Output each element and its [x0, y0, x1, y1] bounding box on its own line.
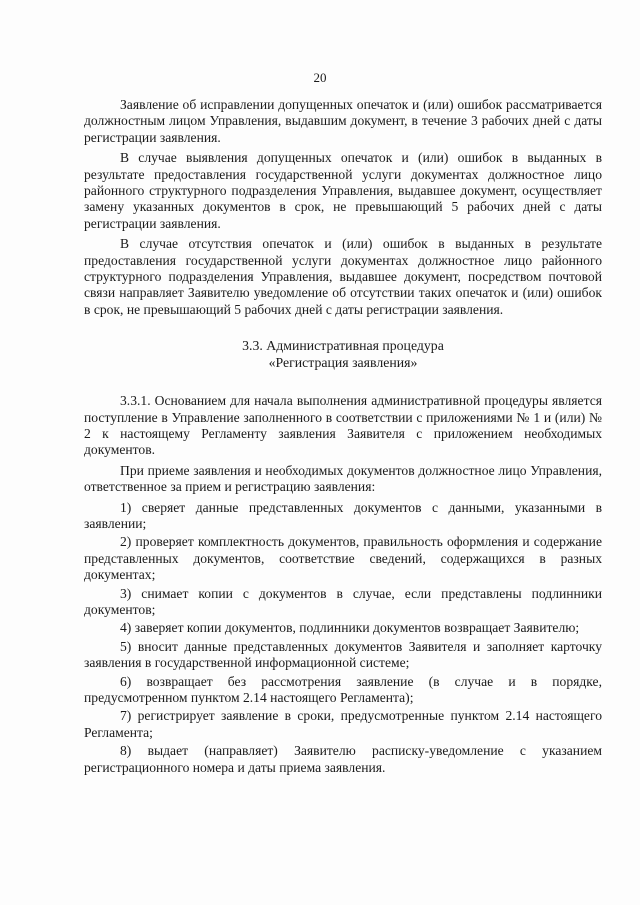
list-item: 2) проверяет комплектность документов, правильность оформления и содержание представленных документов, соответствие сведений, содержащихся в разных документах;	[84, 534, 602, 583]
paragraph: 3.3.1. Основанием для начала выполнения административной процедуры является поступление в Управление заполненного в соответствии с приложениями № 1 и (или) № 2 к настоящему Регламенту заявления Заявителя с приложением необходимых документов.	[84, 393, 602, 458]
paragraph: В случае отсутствия опечаток и (или) ошибок в выданных в результате предоставления государственной услуги документах должностное лицо районного структурного подразделения Управления, выдавшее документ, посредством почтовой связи направляет Заявителю уведомление об отсутствии таких опечаток и (или) ошибок в срок, не превышающий 5 рабочих дней с даты регистрации заявления.	[84, 236, 602, 317]
list-item: 8) выдает (направляет) Заявителю расписку-уведомление с указанием регистрационного номера и даты приема заявления.	[84, 743, 602, 775]
list-item: 4) заверяет копии документов, подлинники документов возвращает Заявителю;	[120, 620, 580, 636]
document-body	[84, 97, 602, 778]
procedure-list	[84, 500, 602, 777]
list-item: 6) возвращает без рассмотрения заявление (в случае и в порядке, предусмотренном пунктом 2.14 настоящего Регламента);	[84, 673, 602, 705]
list-item: 1) сверяет данные представленных документов с данными, указанными в заявлении;	[84, 499, 602, 531]
section-heading-line-2: «Регистрация заявления»	[268, 354, 418, 370]
list-item: 7) регистрирует заявление в сроки, предусмотренные пунктом 2.14 настоящего Регламента;	[84, 708, 602, 740]
list-item: 3) снимает копии с документов в случае, если представлены подлинники документов;	[84, 585, 602, 617]
paragraph: Заявление об исправлении допущенных опечаток и (или) ошибок рассматривается должностным лицом Управления, выдавшим документ, в течение 3 рабочих дней с даты регистрации заявления.	[84, 97, 602, 145]
paragraph: При приеме заявления и необходимых документов должностное лицо Управления, ответственное за прием и регистрацию заявления:	[84, 462, 602, 495]
list-item: 5) вносит данные представленных документов Заявителя и заполняет карточку заявления в государственной информационной системе;	[84, 638, 602, 671]
section-heading-line-1: 3.3. Административная процедура	[242, 338, 444, 354]
section-heading	[84, 338, 602, 371]
page-number: 20	[313, 70, 327, 85]
paragraph: В случае выявления допущенных опечаток и (или) ошибок в выданных в результате предоставления государственной услуги документах должностное лицо районного структурного подразделения Управления, выдавшее документ, осуществляет замену указанных документов в срок, не превышающий 5 рабочих дней с даты регистрации заявления.	[84, 150, 602, 231]
